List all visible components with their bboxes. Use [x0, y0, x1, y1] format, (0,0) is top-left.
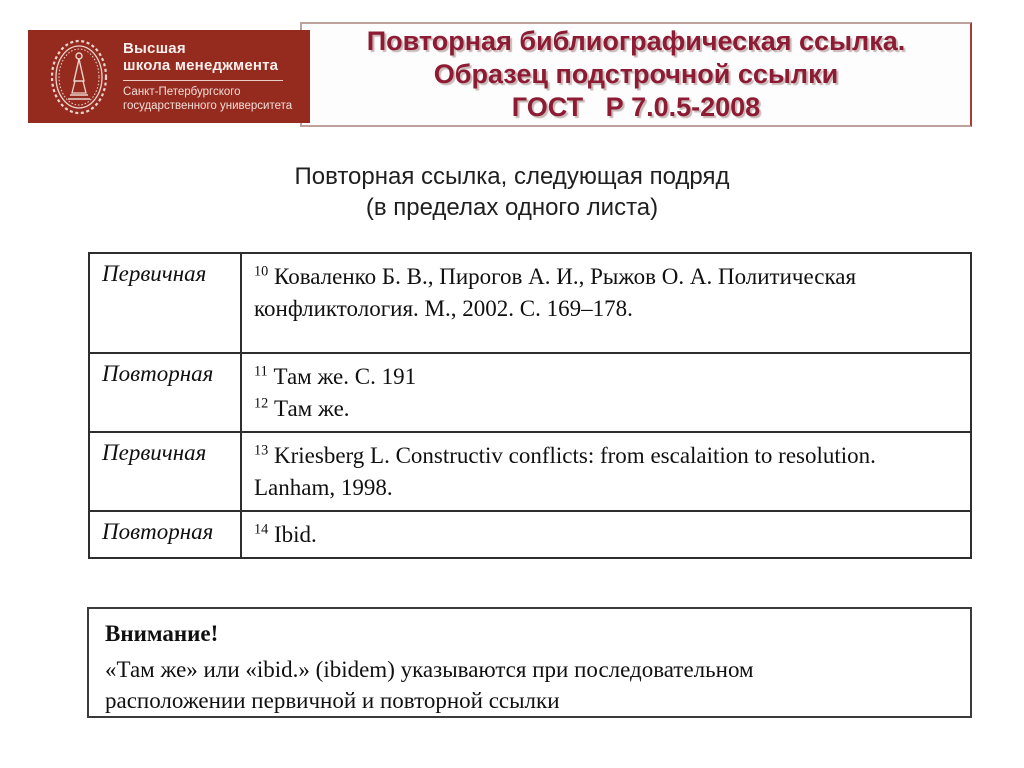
footnote-number: 10: [254, 263, 269, 280]
logo-text: [123, 40, 292, 113]
logo-school-name-line-1: Высшая: [123, 40, 186, 57]
slide-subtitle: [112, 161, 912, 223]
slide-title-box: [300, 22, 972, 127]
citation-entry: $^{10}$ Коваленко Б. В., Пирогов А. И., Рыжов О. А. Политическая конфликтология. М., 2002. С. 169–178.: [254, 263, 857, 321]
citation-entry: $^{14}$ Ibid.: [254, 521, 317, 547]
logo-school-name-line-2: школа менеджмента: [123, 57, 279, 74]
row-citation: [241, 432, 971, 511]
footnote-number: 14: [254, 521, 269, 538]
citation-entry: $^{12}$ Там же.: [254, 395, 350, 421]
citation-entry: $^{13}$ Kriesberg L. Constructiv conflicts: from escalaition to resolution. Lanham, 1998.: [254, 442, 876, 500]
footnote-number: 12: [254, 395, 269, 412]
row-label: Повторная: [89, 353, 241, 432]
note-line: «Там же» или «ibid.» (ibidem) указываются при последовательном: [105, 657, 754, 682]
slide-title-line-2: Образец подстрочной ссылки: [433, 59, 839, 89]
logo-university-line-1: Санкт-Петербургского: [123, 86, 241, 98]
subtitle-line-1: Повторная ссылка, следующая подряд: [294, 163, 730, 190]
table-row: [89, 432, 971, 511]
attention-heading: Внимание!: [105, 621, 219, 646]
row-citation: [241, 253, 971, 353]
citation-table-body: [89, 253, 971, 558]
table-row: [89, 253, 971, 353]
row-citation: [241, 353, 971, 432]
slide-title-line-1: Повторная библиографическая ссылка.: [366, 26, 906, 56]
note-line: расположении первичной и повторной ссылки: [105, 688, 560, 713]
table-row: [89, 353, 971, 432]
citation-examples-table: [88, 252, 972, 559]
table-row: [89, 511, 971, 558]
row-label: Первичная: [89, 432, 241, 511]
university-logo: [28, 30, 310, 123]
logo-divider: [123, 80, 283, 81]
gsom-seal-emblem-icon: [48, 37, 110, 117]
row-label: Первичная: [89, 253, 241, 353]
footnote-number: 11: [254, 363, 268, 380]
attention-note-box: [87, 607, 972, 718]
row-label: Повторная: [89, 511, 241, 558]
slide-title-line-3: ГОСТ Р 7.0.5-2008: [511, 92, 761, 122]
logo-university-line-2: государственного университета: [123, 99, 293, 112]
note-body: [105, 654, 954, 716]
footnote-number: 13: [254, 442, 269, 459]
subtitle-line-2: (в пределах одного листа): [365, 194, 659, 221]
row-citation: [241, 511, 971, 558]
citation-entry: $^{11}$ Там же. С. 191: [254, 363, 417, 389]
